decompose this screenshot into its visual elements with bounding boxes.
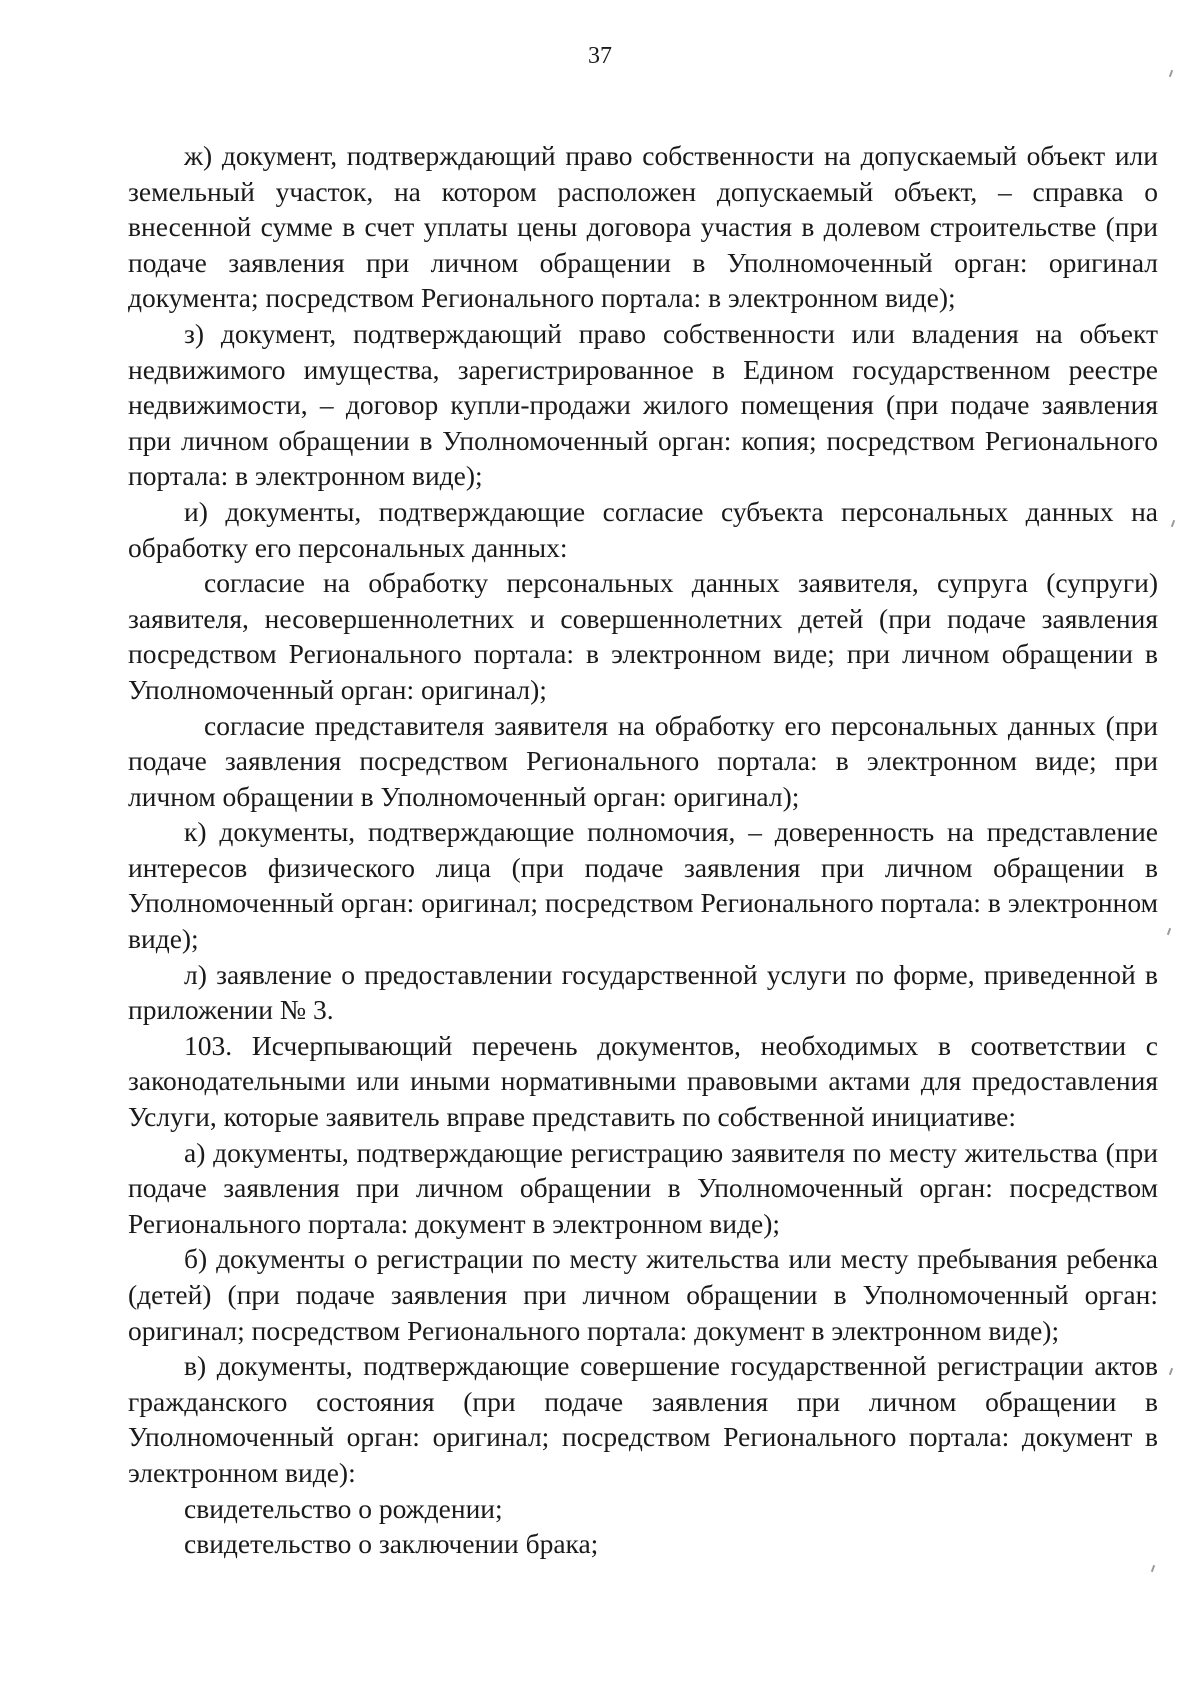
list-item-marriage-certificate: свидетельство о заключении брака; bbox=[184, 1528, 599, 1560]
paragraph-consent-representative: согласие представителя заявителя на обработку его персональных данных (при подаче заявления посредством Регионального портала: в электронном виде; при личном обращении в Уполномоченный орган: оригинал); bbox=[128, 709, 1158, 812]
scan-speck bbox=[1169, 1368, 1173, 1375]
document-body bbox=[128, 138, 1158, 1562]
paragraph-i: и) документы, подтверждающие согласие субъекта персональных данных на обработку его персональных данных: bbox=[128, 495, 1158, 563]
paragraph-l: л) заявление о предоставлении государственной услуги по форме, приведенной в приложении № 3. bbox=[128, 958, 1158, 1026]
scan-speck bbox=[1167, 928, 1171, 935]
paragraph-b: б) документы о регистрации по месту жительства или месту пребывания ребенка (детей) (при подаче заявления при личном обращении в Уполномоченный орган: оригинал; посредством Регионального портала: документ в электронном виде); bbox=[128, 1243, 1158, 1346]
paragraph-103: 103. Исчерпывающий перечень документов, необходимых в соответствии с законодательными или иными нормативными правовыми актами для предоставления Услуги, которые заявитель вправе представить по собственной инициативе: bbox=[128, 1029, 1158, 1133]
page-number: 37 bbox=[588, 43, 612, 69]
paragraph-a: а) документы, подтверждающие регистрацию заявителя по месту жительства (при подаче заявления при личном обращении в Уполномоченный орган: посредством Регионального портала: документ в электронном виде); bbox=[128, 1136, 1158, 1239]
paragraph-consent-applicant: согласие на обработку персональных данных заявителя, супруга (супруги) заявителя, несовершеннолетних и совершеннолетних детей (при подаче заявления посредством Регионального портала: в электронном виде; при личном обращении в Уполномоченный орган: оригинал); bbox=[128, 567, 1158, 705]
scan-speck bbox=[1171, 520, 1175, 527]
paragraph-v: в) документы, подтверждающие совершение государственной регистрации актов гражданского состояния (при подаче заявления при личном обращении в Уполномоченный орган: оригинал; посредством Регионального портала: документ в электронном виде): bbox=[128, 1350, 1158, 1488]
scan-speck bbox=[1169, 70, 1173, 77]
paragraph-k: к) документы, подтверждающие полномочия, – доверенность на представление интересов физического лица (при подаче заявления при личном обращении в Уполномоченный орган: оригинал; посредством Регионального портала: в электронном виде); bbox=[128, 816, 1158, 955]
paragraph-zh: ж) документ, подтверждающий право собственности на допускаемый объект или земельный участок, на котором расположен допускаемый объект, – справка о внесенной сумме в счет уплаты цены договора участия в долевом строительстве (при подаче заявления при личном обращении в Уполномоченный орган: оригинал документа; посредством Регионального портала: в электронном виде); bbox=[128, 140, 1158, 314]
scan-speck bbox=[1151, 1565, 1155, 1572]
list-item-birth-certificate: свидетельство о рождении; bbox=[184, 1492, 503, 1524]
paragraph-z: з) документ, подтверждающий право собственности или владения на объект недвижимого имущества, зарегистрированное в Едином государственном реестре недвижимости, – договор купли-продажи жилого помещения (при подаче заявления при личном обращении в Уполномоченный орган: копия; посредством Регионального портала: в электронном виде); bbox=[128, 317, 1158, 492]
